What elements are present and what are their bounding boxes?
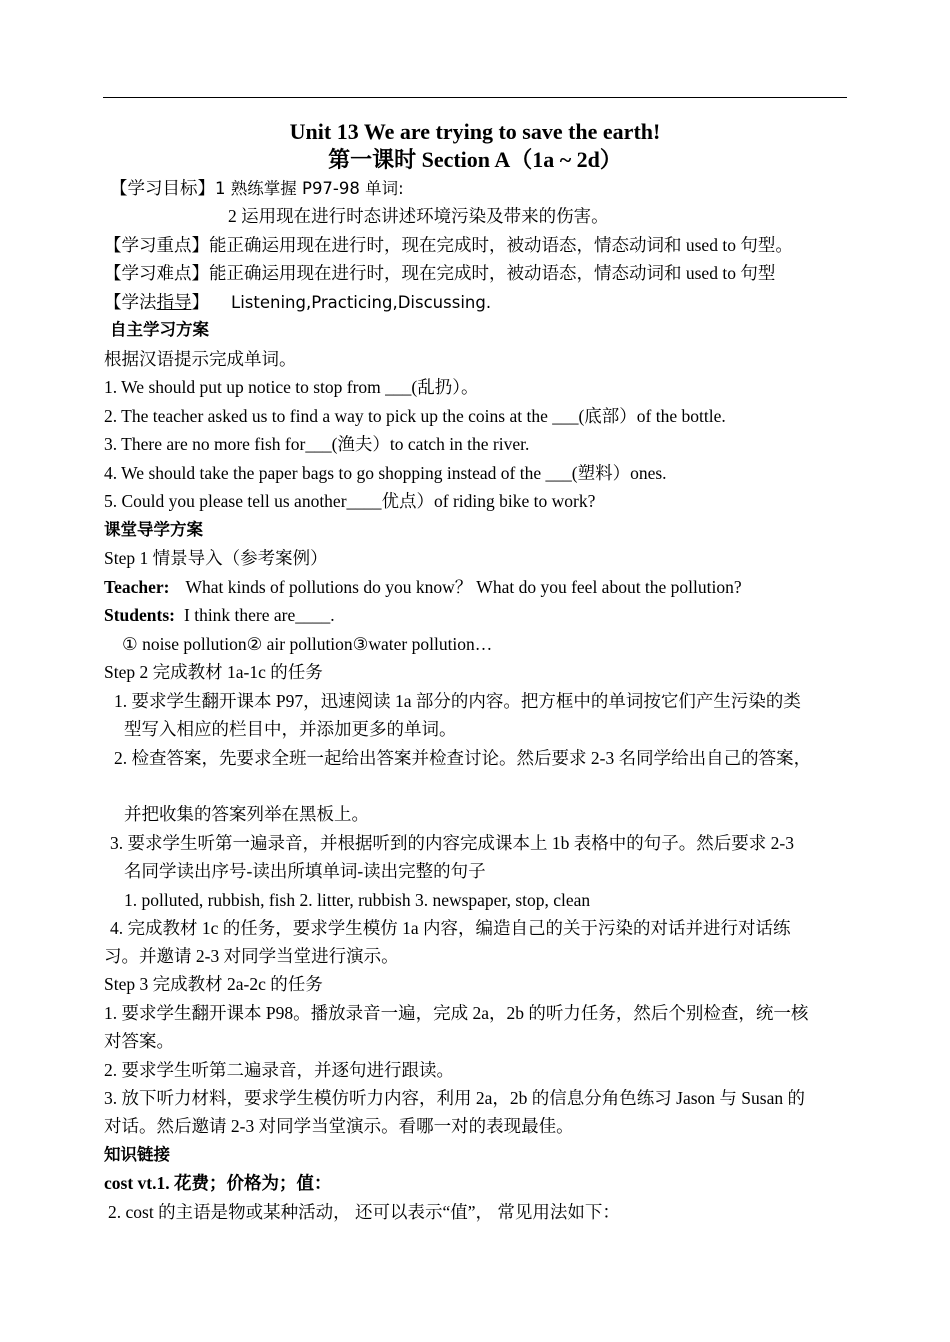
step2-item2-line2: 并把收集的答案列举在黑板上。 — [124, 804, 369, 824]
difficulties-text: 能正确运用现在进行时，现在完成时，被动语态，情态动词和 used to 句型 — [209, 263, 776, 283]
self-study-heading: 自主学习方案 — [110, 320, 209, 339]
step-1: Step 1 情景导入（参考案例） — [104, 548, 328, 568]
method-label-post: 】 — [191, 292, 209, 312]
step-2: Step 2 完成教材 1a-1c 的任务 — [104, 662, 323, 682]
objectives-label: 【学习目标】 — [110, 178, 215, 198]
difficulties-label: 【学习难点】 — [104, 263, 209, 283]
key-points-label: 【学习重点】 — [104, 235, 209, 255]
exercise-item-4: 4. We should take the paper bags to go shopping instead of the ___(塑料）ones. — [104, 463, 667, 483]
step2-item1-line2: 型写入相应的栏目中，并添加更多的单词。 — [124, 719, 457, 739]
pollution-list: ① noise pollution② air pollution③water pollution… — [122, 634, 493, 654]
step2-item3-line2: 名同学读出序号-读出所填单词-读出完整的句子 — [124, 861, 486, 881]
step-3: Step 3 完成教材 2a-2c 的任务 — [104, 974, 323, 994]
method-label-pre: 【学法 — [104, 292, 157, 312]
key-points-text: 能正确运用现在进行时，现在完成时，被动语态，情态动词和 used to 句型。 — [209, 235, 793, 255]
step3-item2: 2. 要求学生听第二遍录音，并逐句进行跟读。 — [104, 1060, 454, 1080]
step2-item4-line1: 4. 完成教材 1c 的任务，要求学生模仿 1a 内容，编造自己的关于污染的对话并进行对话练 — [110, 918, 791, 938]
exercise-item-1: 1. We should put up notice to stop from ___(乱扔）。 — [104, 377, 479, 397]
key-points-line — [104, 233, 793, 257]
step2-item2-line1: 2. 检查答案，先要求全班一起给出答案并检查讨论。然后要求 2-3 名同学给出自己的答案， — [114, 748, 812, 768]
step2-item4-line2: 习。并邀请 2-3 对同学当堂进行演示。 — [104, 946, 399, 966]
step3-item1-line1: 1. 要求学生翻开课本 P98。播放录音一遍，完成 2a，2b 的听力任务，然后个别检查，统一核 — [104, 1003, 809, 1023]
students-label: Students: — [104, 605, 175, 625]
classroom-heading: 课堂导学方案 — [104, 520, 203, 539]
students-text: I think there are____. — [184, 605, 335, 625]
teacher-text: What kinds of pollutions do you know？ What do you feel about the pollution? — [185, 577, 742, 597]
method-line — [104, 290, 491, 315]
top-rule — [103, 97, 847, 98]
exercise-item-5: 5. Could you please tell us another____优点）of riding bike to work? — [104, 491, 596, 511]
teacher-label: Teacher: — [104, 577, 170, 597]
cost-definition: cost vt.1. 花费；价格为；值： — [104, 1173, 332, 1193]
exercise-item-3: 3. There are no more fish for___(渔夫）to catch in the river. — [104, 434, 530, 454]
cost-usage: 2. cost 的主语是物或某种活动， 还可以表示“值”， 常见用法如下： — [108, 1202, 620, 1222]
students-line — [104, 603, 335, 627]
step3-item3-line2: 对话。然后邀请 2-3 对同学当堂演示。看哪一对的表现最佳。 — [104, 1116, 574, 1136]
unit-title: Unit 13 We are trying to save the earth! — [289, 119, 661, 144]
objective-2: 2 运用现在进行时态讲述环境污染及带来的伤害。 — [228, 206, 609, 226]
step2-item3-line1: 3. 要求学生听第一遍录音，并根据听到的内容完成课本上 1b 表格中的句子。然后要求 2-3 — [110, 833, 794, 853]
teacher-line — [104, 575, 742, 599]
step2-answers: 1. polluted, rubbish, fish 2. litter, rubbish 3. newspaper, stop, clean — [124, 890, 591, 910]
objectives-line-1 — [110, 176, 404, 201]
objective-1: 1 熟练掌握 P97-98 单词: — [215, 179, 404, 198]
exercise-item-2: 2. The teacher asked us to find a way to pick up the coins at the ___(底部）of the bottle. — [104, 406, 726, 426]
step3-item1-line2: 对答案。 — [104, 1031, 174, 1051]
self-study-instruction: 根据汉语提示完成单词。 — [104, 349, 297, 369]
step2-item1-line1: 1. 要求学生翻开课本 P97，迅速阅读 1a 部分的内容。把方框中的单词按它们产生污染的类 — [114, 691, 801, 711]
knowledge-heading: 知识链接 — [104, 1145, 170, 1164]
lesson-subtitle: 第一课时 Section A（1a ~ 2d） — [328, 147, 622, 172]
method-label-underlined: 指导 — [156, 292, 192, 312]
difficulties-line — [104, 261, 775, 285]
step3-item3-line1: 3. 放下听力材料，要求学生模仿听力内容，利用 2a，2b 的信息分角色练习 Jason 与 Susan 的 — [104, 1088, 805, 1108]
method-text: Listening,Practicing,Discussing. — [231, 293, 492, 312]
